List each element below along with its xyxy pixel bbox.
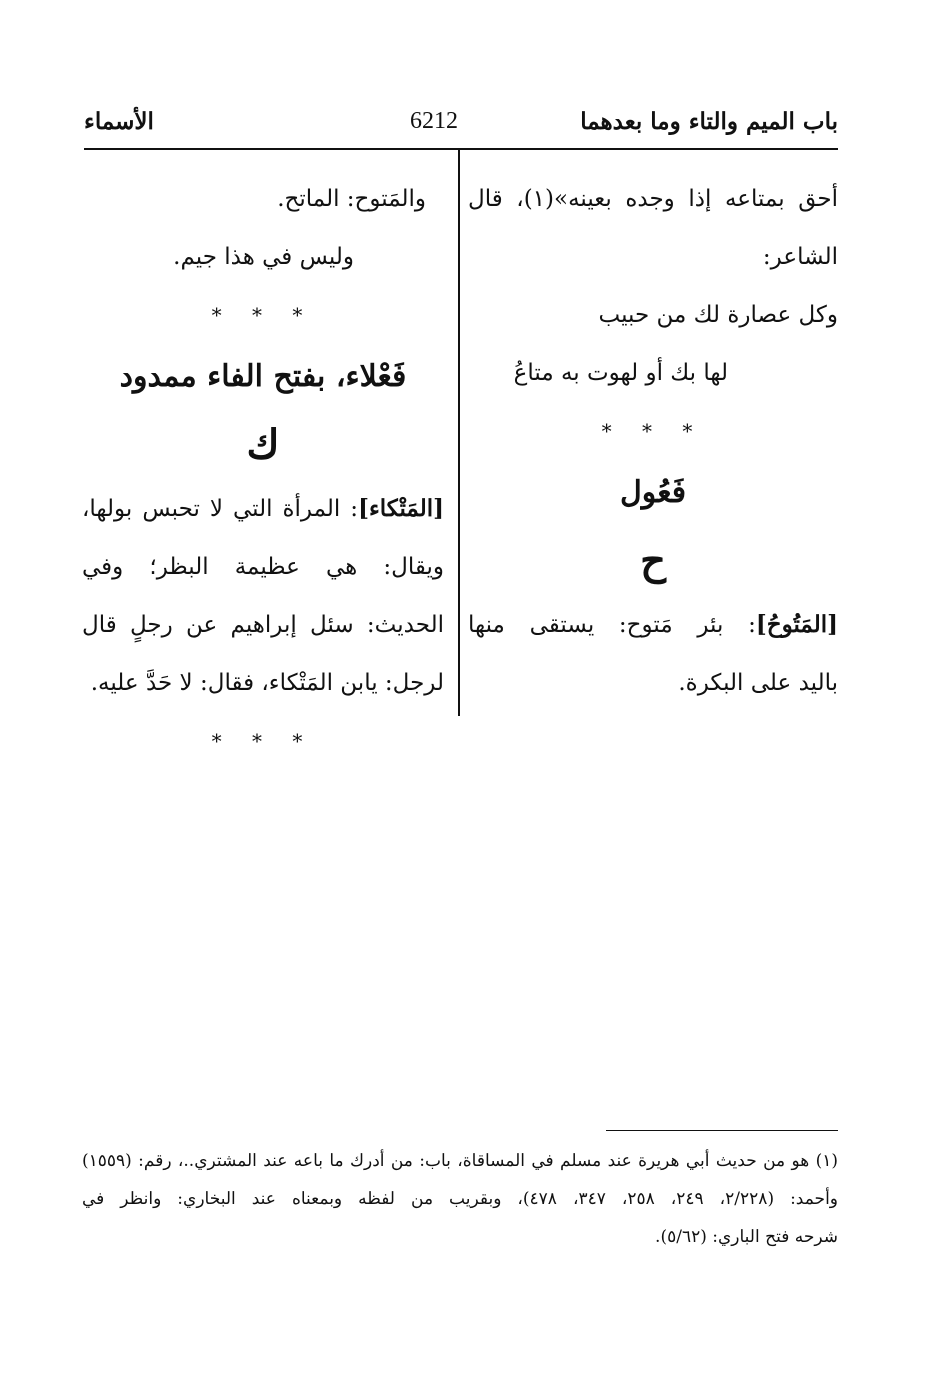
entry-line: باليد على البكرة. bbox=[678, 670, 838, 696]
entry-text: : المرأة التي لا تحبس بولها، bbox=[82, 496, 359, 522]
text-line: وليس في هذا جيم. bbox=[173, 244, 354, 270]
entry-line bbox=[468, 596, 838, 654]
left-column bbox=[82, 170, 444, 770]
pattern-heading: فَعُول bbox=[619, 475, 687, 510]
verse-hemistich-2: لها بك أو لهوت به متاعُ bbox=[513, 360, 728, 386]
letter-heading: ح bbox=[640, 537, 666, 584]
running-header-chapter: باب الميم والتاء وما بعدهما bbox=[580, 108, 838, 135]
entry-line bbox=[82, 480, 444, 538]
section-separator: * * * bbox=[211, 303, 315, 327]
verse-hemistich-1: وكل عصارة لك من حبيب bbox=[598, 302, 838, 328]
column-divider bbox=[458, 150, 460, 716]
entry-text: : بئر مَتوح: يستقى منها bbox=[468, 612, 756, 638]
footnote-line: وأحمد: (٢/٢٢٨، ٢٤٩، ٢٥٨، ٣٤٧، ٤٧٨)، وبقريب من لفظه وبمعناه عند البخاري: وانظر في bbox=[82, 1189, 839, 1209]
letter-heading: ك bbox=[246, 421, 280, 468]
text-line: الشاعر: bbox=[762, 244, 838, 270]
footnote-rule bbox=[606, 1130, 838, 1131]
entry-line: الحديث: سئل إبراهيم عن رجلٍ قال bbox=[82, 612, 444, 638]
page-number: 6212 bbox=[410, 108, 458, 134]
entry-term: [المَتُوحُ] bbox=[755, 611, 838, 638]
text-line: أحق بمتاعه إذا وجده بعينه»(١)، قال bbox=[468, 186, 838, 212]
text-line: والمَتوح: الماتح. bbox=[277, 186, 426, 212]
footnotes bbox=[82, 1142, 838, 1256]
footnote-line: (١) هو من حديث أبي هريرة عند مسلم في المساقاة، باب: من أدرك ما باعه عند المشتري..، رقم: (١٥٥٩) bbox=[82, 1151, 838, 1171]
footnote-line: شرحه فتح الباري: (٥/٦٢). bbox=[655, 1227, 838, 1247]
pattern-heading: فَعْلاء، بفتح الفاء ممدود bbox=[119, 359, 407, 394]
entry-line: ويقال: هي عظيمة البظر؛ وفي bbox=[82, 554, 444, 580]
header-rule bbox=[84, 148, 838, 150]
section-separator: * * * bbox=[211, 729, 315, 753]
entry-term: [المَتْكاء] bbox=[358, 495, 444, 522]
right-column bbox=[468, 170, 838, 712]
entry-line: لرجل: يابن المَتْكاء، فقال: لا حَدَّ عليه. bbox=[90, 670, 444, 696]
running-header-section: الأسماء bbox=[84, 108, 154, 135]
section-separator: * * * bbox=[601, 419, 705, 443]
